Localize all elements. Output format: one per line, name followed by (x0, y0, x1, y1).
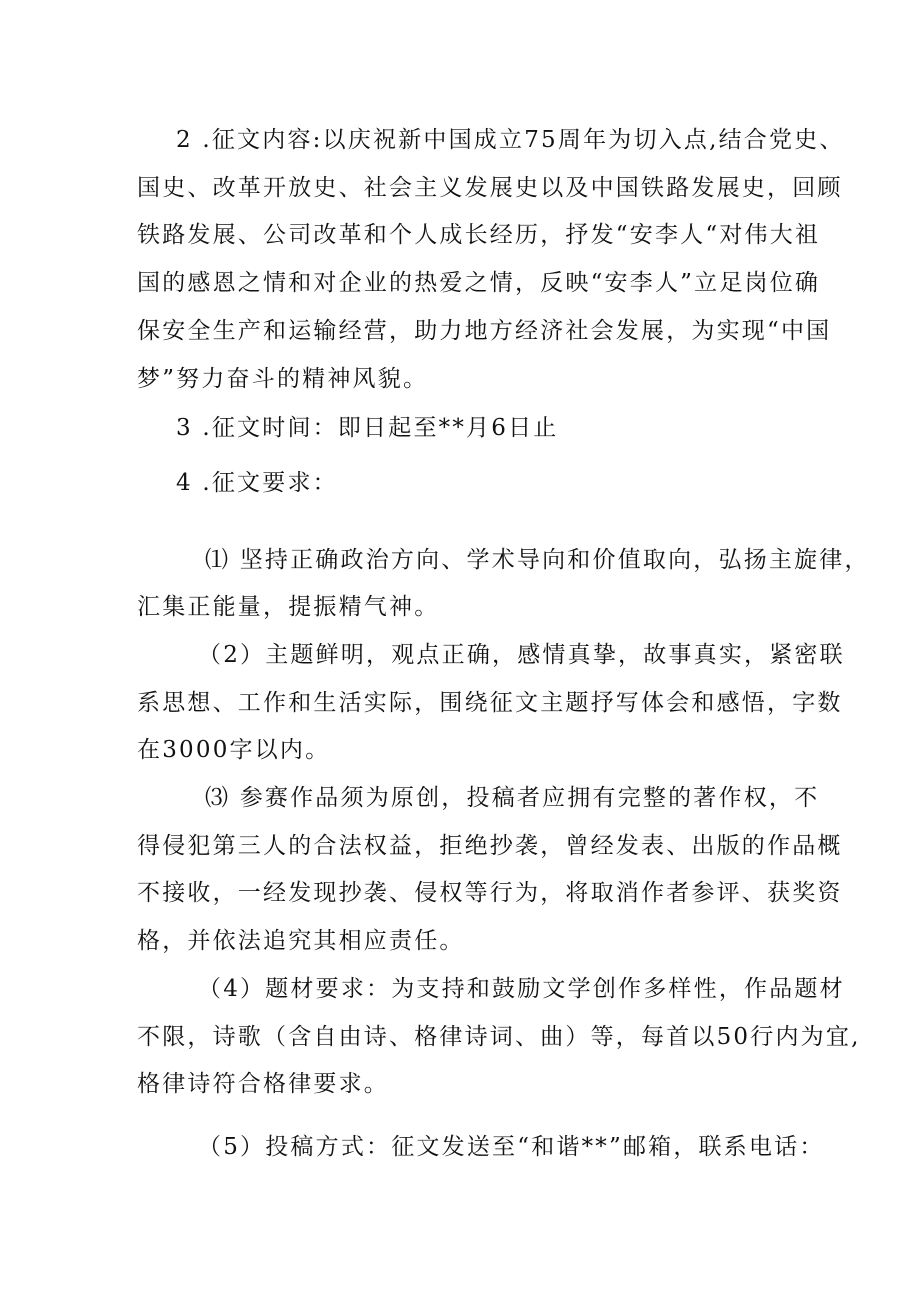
text-line: ⑶ 参赛作品须为原创，投稿者应拥有完整的著作权，不 (205, 785, 820, 811)
text-line: （5）投稿方式：征文发送至“和谐**”邮箱，联系电话： (198, 1134, 825, 1160)
text-line: 国史、改革开放史、社会主义发展史以及中国铁路发展史，回顾 (137, 175, 843, 201)
text-line: 在3000字以内。 (137, 737, 331, 763)
text-line: 格律诗符合格律要求。 (137, 1071, 389, 1097)
text-line: 系思想、工作和生活实际，围绕征文主题抒写体会和感悟，字数 (137, 690, 843, 716)
text-line: 梦”努力奋斗的精神风貌。 (137, 366, 429, 392)
text-line: 2 .征文内容:以庆祝新中国成立75周年为切入点,结合党史、 (176, 127, 845, 153)
text-line: （2）主题鲜明，观点正确，感情真挚，故事真实，紧密联 (198, 642, 845, 668)
text-line: 不限，诗歌（含自由诗、格律诗词、曲）等，每首以50行内为宜, (137, 1024, 861, 1050)
text-line: 铁路发展、公司改革和个人成长经历，抒发“安李人“对伟大祖 (137, 222, 821, 248)
text-line: 国的感恩之情和对企业的热爱之情，反映“安李人”立足岗位确 (137, 270, 821, 296)
text-line: 4 .征文要求： (176, 470, 338, 496)
text-line: （4）题材要求：为支持和鼓励文学创作多样性，作品题材 (198, 976, 845, 1002)
text-line: 格，并依法追究其相应责任。 (137, 928, 465, 954)
text-line: ⑴ 坚持正确政治方向、学术导向和价值取向，弘扬主旋律， (205, 547, 870, 573)
text-line: 保安全生产和运输经营，助力地方经济社会发展，为实现“中国 (137, 318, 832, 344)
text-line: 不接收，一经发现抄袭、侵权等行为，将取消作者参评、获奖资 (137, 880, 843, 906)
text-line: 3 .征文时间：即日起至**月6日止 (176, 415, 559, 441)
text-line: 得侵犯第三人的合法权益，拒绝抄袭，曾经发表、出版的作品概 (137, 833, 843, 859)
text-line: 汇集正能量，提振精气神。 (137, 594, 440, 620)
